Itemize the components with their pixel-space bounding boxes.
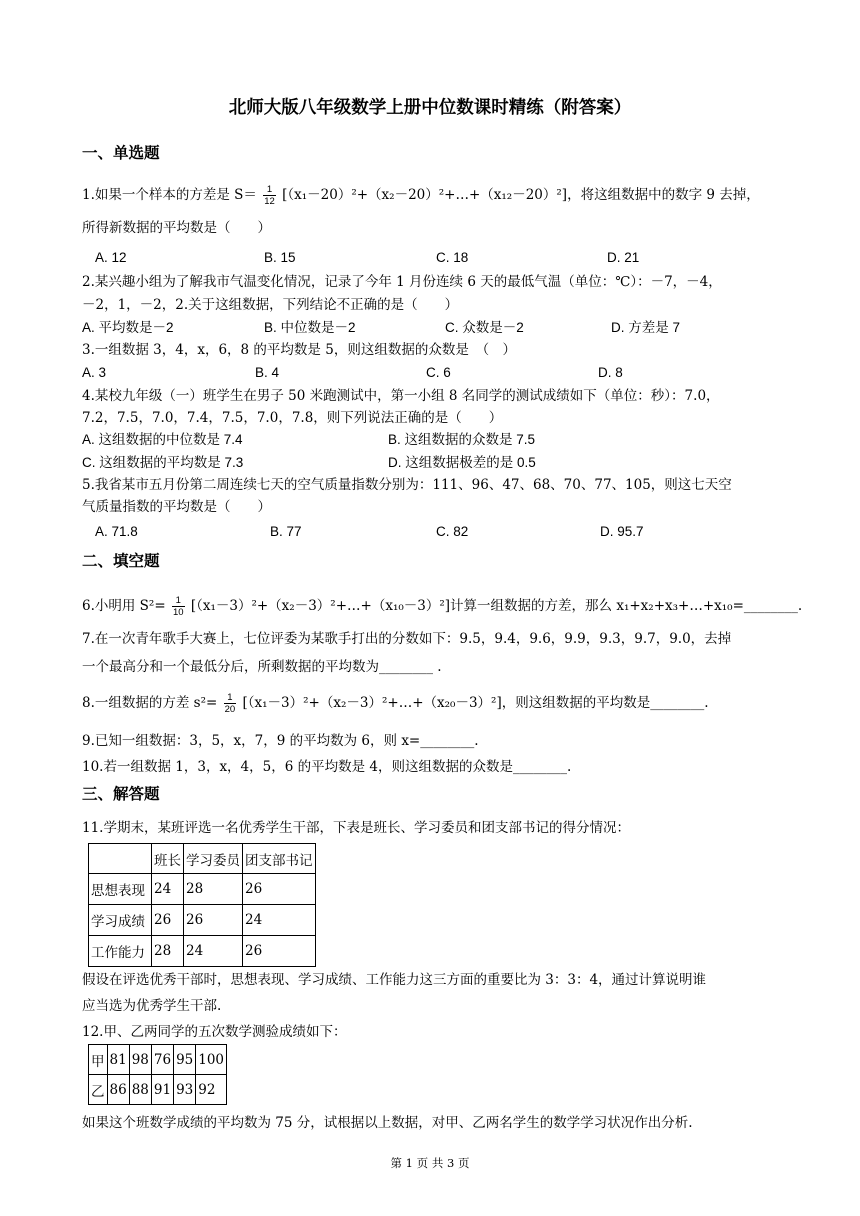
q8-fraction-numerator: 1 [224, 692, 237, 704]
q2-option-a: A. 平均数是－2 [82, 320, 174, 335]
table-cell: 26 [243, 874, 316, 905]
q1-option-a: A. 12 [95, 250, 127, 265]
table-cell: 81 [107, 1045, 129, 1075]
section-heading-answer: 三、解答题 [82, 785, 160, 803]
q2-option-d: D. 方差是 7 [611, 320, 681, 335]
table-cell: 26 [152, 905, 184, 936]
table-cell: 26 [184, 905, 243, 936]
q4-option-a: A. 这组数据的中位数是 7.4 [82, 432, 243, 447]
table-cell: 100 [196, 1045, 227, 1075]
table-header-cell: 团支部书记 [243, 844, 316, 874]
question-10: 10.若一组数据 1，3，x，4，5，6 的平均数是 4，则这组数据的众数是________. [82, 759, 572, 775]
q1-text-post: [（x₁－20）²+（x₂－20）²+…+（x₁₂－20）²]，将这组数据中的数字 9 去掉， [282, 187, 760, 203]
q1-option-b: B. 15 [264, 250, 296, 265]
table-cell: 92 [196, 1075, 227, 1105]
table-cell: 76 [151, 1045, 173, 1075]
q4-option-c: C. 这组数据的平均数是 7.3 [82, 455, 244, 470]
table-cell: 思想表现 [89, 874, 152, 905]
q4-option-d: D. 这组数据极差的是 0.5 [388, 455, 536, 470]
question-4-line-2: 7.2，7.5，7.0，7.4，7.5，7.0，7.8，则下列说法正确的是（ ） [82, 410, 503, 426]
section-heading-fill-blank: 二、填空题 [82, 552, 160, 570]
table-cell: 26 [243, 936, 316, 967]
q6-fraction-numerator: 1 [172, 595, 185, 607]
q5-option-a: A. 71.8 [95, 524, 138, 539]
table-cell: 95 [174, 1045, 196, 1075]
table-header-row [89, 844, 316, 874]
question-1-line-1 [82, 184, 760, 207]
q8-fraction-denominator: 20 [224, 704, 236, 715]
table-row [89, 936, 316, 967]
q3-option-c: C. 6 [426, 365, 451, 380]
question-11-line-3: 应当选为优秀学生干部. [82, 998, 222, 1014]
question-12-line-2: 如果这个班数学成绩的平均数为 75 分，试根据以上数据，对甲、乙两名学生的数学学习状况作出分析. [82, 1115, 693, 1131]
question-1-line-2: 所得新数据的平均数是（ ） [82, 220, 271, 236]
question-6 [82, 595, 802, 618]
q3-option-a: A. 3 [82, 365, 107, 380]
table-cell: 88 [129, 1075, 151, 1105]
question-12-line-1: 12.甲、乙两同学的五次数学测验成绩如下： [82, 1024, 347, 1040]
q1-fraction [263, 184, 276, 207]
question-7-line-1: 7.在一次青年歌手大赛上，七位评委为某歌手打出的分数如下：9.5，9.4，9.6，9.9，9.3，9.7，9.0，去掉 [82, 631, 732, 647]
q1-option-d: D. 21 [607, 250, 640, 265]
table-cell: 24 [243, 905, 316, 936]
table-cell: 98 [129, 1045, 151, 1075]
question-3-line-1: 3.一组数据 3，4，x，6，8 的平均数是 5，则这组数据的众数是 （ ） [82, 342, 517, 358]
question-2-line-2: －2，1，－2，2.关于这组数据，下列结论不正确的是（ ） [82, 297, 459, 313]
q1-fraction-numerator: 1 [263, 184, 276, 196]
table-cell: 24 [152, 874, 184, 905]
q8-text-pre: 8.一组数据的方差 s²= [82, 695, 218, 711]
table-header-cell: 班长 [152, 844, 184, 874]
table-cell: 28 [152, 936, 184, 967]
table-cell: 学习成绩 [89, 905, 152, 936]
q2-option-b: B. 中位数是－2 [264, 320, 356, 335]
question-11-line-1: 11.学期末，某班评选一名优秀学生干部，下表是班长、学习委员和团支部书记的得分情况： [82, 820, 630, 836]
table-cell: 91 [151, 1075, 173, 1105]
q8-fraction [224, 692, 237, 715]
q3-option-b: B. 4 [255, 365, 280, 380]
question-9: 9.已知一组数据：3，5，x，7，9 的平均数为 6，则 x=________. [82, 733, 479, 749]
table-cell: 24 [184, 936, 243, 967]
table-row [89, 1075, 227, 1105]
table-cell: 86 [107, 1075, 129, 1105]
q4-option-b: B. 这组数据的众数是 7.5 [388, 432, 536, 447]
q6-text-pre: 6.小明用 S²= [82, 598, 166, 614]
q5-option-d: D. 95.7 [600, 524, 644, 539]
q5-option-c: C. 82 [436, 524, 469, 539]
section-heading-single-choice: 一、单选题 [82, 144, 160, 162]
table-cell: 甲 [89, 1045, 108, 1075]
question-7-line-2: 一个最高分和一个最低分后，所剩数据的平均数为________ . [82, 659, 442, 675]
table-row [89, 1045, 227, 1075]
q6-fraction-denominator: 10 [172, 607, 184, 618]
question-5-line-2: 气质量指数的平均数是（ ） [82, 499, 271, 515]
table-cell: 93 [174, 1075, 196, 1105]
table-row [89, 874, 316, 905]
q5-option-b: B. 77 [270, 524, 302, 539]
q6-fraction [172, 595, 185, 618]
table-cell: 乙 [89, 1075, 108, 1105]
q11-score-table [88, 843, 316, 967]
table-header-cell: 学习委员 [184, 844, 243, 874]
question-2-line-1: 2.某兴趣小组为了解我市气温变化情况，记录了今年 1 月份连续 6 天的最低气温（单位：℃）：－7，－4， [82, 274, 722, 290]
table-cell: 工作能力 [89, 936, 152, 967]
table-cell: 28 [184, 874, 243, 905]
question-11-line-2: 假设在评选优秀干部时，思想表现、学习成绩、工作能力这三方面的重要比为 3：3：4，通过计算说明谁 [82, 972, 707, 988]
page-footer: 第 1 页 共 3 页 [390, 1156, 470, 1170]
q1-text-pre: 1.如果一个样本的方差是 S＝ [82, 187, 257, 203]
q1-option-c: C. 18 [436, 250, 469, 265]
question-8 [82, 692, 709, 715]
q6-text-post: [（x₁－3）²+（x₂－3）²+…+（x₁₀－3）²]计算一组数据的方差，那么 x₁+x₂+x₃+…+x₁₀=________. [190, 598, 803, 614]
page-title: 北师大版八年级数学上册中位数课时精练（附答案） [228, 98, 632, 118]
q2-option-c: C. 众数是－2 [445, 320, 524, 335]
question-4-line-1: 4.某校九年级（一）班学生在男子 50 米跑测试中，第一小组 8 名同学的测试成绩如下（单位：秒）：7.0， [82, 388, 720, 404]
q1-fraction-denominator: 12 [264, 196, 275, 207]
q3-option-d: D. 8 [598, 365, 623, 380]
table-header-cell [89, 844, 152, 874]
table-row [89, 905, 316, 936]
question-5-line-1: 5.我省某市五月份第二周连续七天的空气质量指数分别为：111、96、47、68、70、77、105，则这七天空 [82, 477, 732, 493]
q8-text-post: [（x₁－3）²+（x₂－3）²+…+（x₂₀－3）²]，则这组数据的平均数是________. [242, 695, 709, 711]
q12-score-table [88, 1044, 227, 1105]
